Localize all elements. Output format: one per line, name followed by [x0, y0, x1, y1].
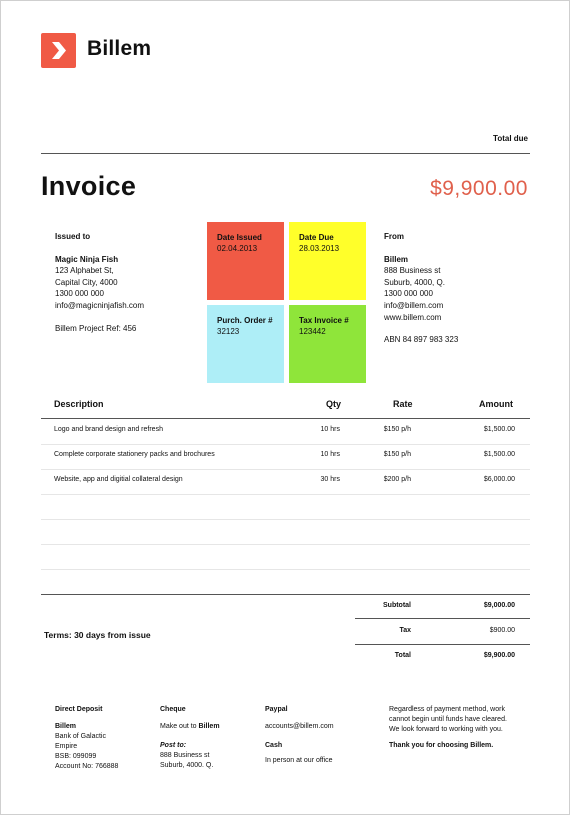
sender-name: Billem: [384, 254, 409, 264]
cash-heading: Cash: [265, 742, 283, 749]
tax-invoice-box: [289, 305, 366, 383]
purchase-order-label: Purch. Order #: [217, 316, 273, 325]
payment-terms: Terms: 30 days from issue: [44, 630, 151, 640]
row-divider: [41, 469, 530, 470]
total-label: Total: [394, 652, 411, 659]
cash-text: In person at our office: [265, 757, 333, 764]
client-email: info@magicninjafish.com: [55, 300, 145, 310]
purchase-order-value: 32123: [217, 327, 240, 336]
row-divider: [41, 519, 530, 520]
sender-phone: 1300 000 000: [384, 289, 433, 299]
column-header-amount: Amount: [479, 399, 513, 409]
project-ref: Billem Project Ref: 456: [55, 323, 137, 333]
post-address-line: Suburb, 4000. Q.: [160, 762, 214, 769]
table-cell-description: Complete corporate stationery packs and brochures: [54, 451, 215, 458]
date-issued-label: Date Issued: [217, 233, 262, 242]
cheque-block: [160, 705, 220, 771]
bank-line: Empire: [55, 743, 78, 750]
client-phone: 1300 000 000: [55, 289, 104, 299]
post-to-label: Post to:: [160, 742, 187, 749]
thank-you-note: Thank you for choosing Billem.: [389, 742, 494, 749]
table-cell-qty: 10 hrs: [320, 451, 340, 458]
brand-name: Billem: [87, 37, 152, 60]
date-due-label: Date Due: [299, 233, 334, 242]
total-due-amount: $9,900.00: [430, 177, 528, 200]
payment-note-line: Regardless of payment method, work: [389, 706, 505, 713]
from-block: [384, 231, 458, 346]
row-divider: [41, 544, 530, 545]
make-out-name: Billem: [198, 723, 220, 730]
post-address-line: 888 Business st: [160, 752, 210, 759]
make-out-label: Make out to: [160, 723, 197, 730]
tax-invoice-label: Tax Invoice #: [299, 316, 349, 325]
date-issued-value: 02.04.2013: [217, 244, 258, 253]
row-divider: [41, 494, 530, 495]
paypal-heading: Paypal: [265, 706, 288, 713]
sender-email: info@billem.com: [384, 300, 444, 310]
totals-divider: [355, 618, 530, 619]
payment-note-line: We look forward to working with you.: [389, 726, 503, 733]
play-arrow-icon: [50, 41, 68, 60]
date-due-box: [289, 222, 366, 300]
payment-note-line: cannot begin until funds have cleared.: [389, 716, 507, 723]
client-name: Magic Ninja Fish: [55, 254, 119, 264]
table-cell-description: Website, app and digitial collateral design: [54, 476, 183, 483]
column-header-rate: Rate: [393, 399, 413, 409]
row-divider: [41, 569, 530, 570]
issued-to-label: Issued to: [55, 232, 91, 241]
direct-deposit-heading: Direct Deposit: [55, 706, 103, 713]
purchase-order-box: [207, 305, 284, 383]
direct-deposit-block: [55, 705, 118, 772]
subtotal-value: $9,000.00: [483, 602, 515, 609]
date-issued-box: [207, 222, 284, 300]
paypal-block: [265, 705, 334, 766]
table-cell-amount: $1,500.00: [483, 451, 515, 458]
subtotal-label: Subtotal: [383, 602, 411, 609]
client-address-line: Capital City, 4000: [55, 277, 118, 287]
subtotal-divider: [41, 594, 530, 595]
sender-address-line: Suburb, 4000, Q.: [384, 277, 445, 287]
column-header-qty: Qty: [326, 399, 342, 409]
sender-abn: ABN 84 897 983 323: [384, 335, 459, 345]
sender-website: www.billem.com: [384, 312, 442, 322]
page-title: Invoice: [41, 171, 137, 201]
tax-invoice-value: 123442: [299, 327, 326, 336]
bank-bsb: BSB: 099099: [55, 753, 97, 760]
tax-label: Tax: [399, 627, 411, 634]
table-cell-rate: $150 p/h: [383, 426, 411, 433]
divider: [41, 153, 530, 154]
bank-line: Bank of Galactic: [55, 733, 106, 740]
table-cell-qty: 10 hrs: [320, 426, 340, 433]
payment-note-block: [389, 705, 507, 751]
bank-account-number: Account No: 766888: [55, 763, 119, 770]
table-cell-qty: 30 hrs: [320, 476, 340, 483]
table-header-divider: [41, 418, 530, 419]
column-header-description: Description: [54, 399, 104, 409]
brand-logo: [41, 33, 76, 68]
sender-address-line: 888 Business st: [384, 266, 441, 276]
row-divider: [41, 444, 530, 445]
total-due-label: Total due: [493, 134, 528, 143]
issued-to-block: [55, 231, 144, 334]
totals-divider: [355, 644, 530, 645]
table-cell-amount: $6,000.00: [483, 476, 515, 483]
table-cell-amount: $1,500.00: [483, 426, 515, 433]
date-due-value: 28.03.2013: [299, 244, 340, 253]
total-value: $9,900.00: [483, 652, 515, 659]
paypal-email: accounts@billem.com: [265, 723, 334, 730]
table-cell-rate: $200 p/h: [383, 476, 411, 483]
from-label: From: [384, 232, 404, 241]
cheque-heading: Cheque: [160, 706, 186, 713]
table-cell-description: Logo and brand design and refresh: [54, 426, 163, 433]
tax-value: $900.00: [489, 627, 515, 634]
bank-account-name: Billem: [55, 723, 77, 730]
client-address-line: 123 Alphabet St,: [55, 266, 114, 276]
table-cell-rate: $150 p/h: [383, 451, 411, 458]
